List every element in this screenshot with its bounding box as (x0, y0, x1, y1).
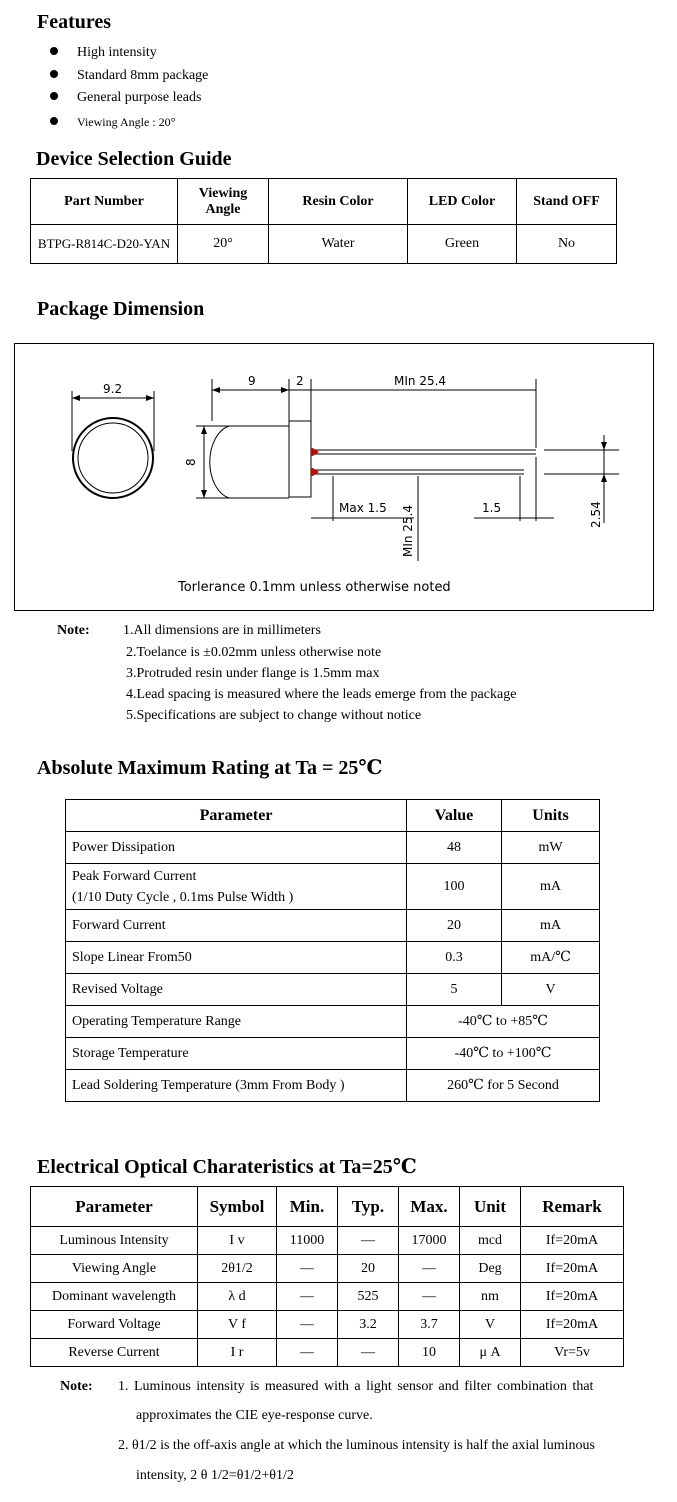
table-cell: 10 (399, 1339, 460, 1367)
table-cell: Viewing Angle (31, 1255, 198, 1283)
dim-label: 2 (296, 374, 304, 388)
table-cell: If=20mA (521, 1283, 624, 1311)
table-row (66, 910, 600, 942)
table-cell: — (338, 1339, 399, 1367)
note-label: Note: (60, 1379, 93, 1394)
feature-item: High intensity (50, 44, 157, 62)
bullet-icon (50, 117, 58, 125)
table-cell: 20° (178, 225, 269, 264)
bullet-icon (50, 70, 58, 78)
table-cell: — (399, 1255, 460, 1283)
col-header: Remark (521, 1187, 624, 1227)
table-cell: -40℃ to +85℃ (407, 1006, 600, 1038)
note-item: 5.Specifications are subject to change without notice (126, 708, 422, 723)
eo-title: Electrical Optical Charateristics at Ta=25℃ (37, 1156, 417, 1178)
table-row (66, 942, 600, 974)
table-cell: V (460, 1311, 521, 1339)
table-row (31, 1227, 624, 1255)
col-header: Viewing Angle (178, 179, 269, 225)
table-cell: 260℃ for 5 Second (407, 1070, 600, 1102)
table-row (31, 1255, 624, 1283)
dim-label: 2.54 (589, 501, 603, 528)
table-cell: BTPG-R814C-D20-YAN (31, 225, 178, 264)
table-cell: V f (198, 1311, 277, 1339)
table-cell: Lead Soldering Temperature (3mm From Body ) (66, 1070, 407, 1102)
note-label: Note: (57, 623, 90, 638)
col-header: Parameter (31, 1187, 198, 1227)
table-row (31, 1311, 624, 1339)
package-title: Package Dimension (37, 298, 205, 320)
table-cell: Green (408, 225, 517, 264)
table-cell: Water (269, 225, 408, 264)
table-row (66, 832, 600, 864)
table-cell: μ A (460, 1339, 521, 1367)
note-item: 1. Luminous intensity is measured with a light sensor and filter combination that (118, 1379, 594, 1394)
table-row (31, 1339, 624, 1367)
dim-label: 9 (248, 374, 256, 388)
col-header: Typ. (338, 1187, 399, 1227)
note-item: 2.Toelance is ±0.02mm unless otherwise note (126, 645, 382, 660)
table-cell: Forward Current (66, 910, 407, 942)
selection-table (30, 178, 617, 264)
dim-label: 1.5 (482, 501, 502, 515)
dim-label: 8 (184, 458, 198, 466)
bullet-icon (50, 47, 58, 55)
dim-label: MIn 25.4 (394, 374, 447, 388)
table-cell: Deg (460, 1255, 521, 1283)
table-cell: mA (502, 910, 600, 942)
note-item: approximates the CIE eye-response curve. (136, 1408, 373, 1423)
feature-item: Viewing Angle : 20° (50, 113, 175, 131)
table-cell: 3.2 (338, 1311, 399, 1339)
selection-title: Device Selection Guide (36, 148, 232, 170)
table-row (66, 1038, 600, 1070)
col-header: Resin Color (269, 179, 408, 225)
table-cell: — (277, 1283, 338, 1311)
table-cell: mA/℃ (502, 942, 600, 974)
package-drawing (14, 343, 654, 611)
col-header: Symbol (198, 1187, 277, 1227)
table-cell: — (277, 1311, 338, 1339)
table-cell: Storage Temperature (66, 1038, 407, 1070)
col-header: Parameter (66, 800, 407, 832)
col-header: Part Number (31, 179, 178, 225)
table-cell: 11000 (277, 1227, 338, 1255)
table-row (31, 1283, 624, 1311)
note-item: 3.Protruded resin under flange is 1.5mm max (126, 666, 380, 681)
feature-item: Standard 8mm package (50, 67, 208, 85)
table-cell: Vr=5v (521, 1339, 624, 1367)
table-cell: If=20mA (521, 1255, 624, 1283)
note-item: 4.Lead spacing is measured where the leads emerge from the package (126, 687, 517, 702)
col-header: LED Color (408, 179, 517, 225)
table-cell: mW (502, 832, 600, 864)
dimension-diagram (14, 343, 654, 611)
table-row (66, 1006, 600, 1038)
table-cell: I v (198, 1227, 277, 1255)
table-cell: nm (460, 1283, 521, 1311)
col-header: Min. (277, 1187, 338, 1227)
table-cell: Power Dissipation (66, 832, 407, 864)
table-cell: — (277, 1339, 338, 1367)
table-cell: 3.7 (399, 1311, 460, 1339)
abs-max-title: Absolute Maximum Rating at Ta = 25℃ (37, 757, 383, 779)
table-cell: I r (198, 1339, 277, 1367)
note-item: 1.All dimensions are in millimeters (123, 623, 321, 638)
table-row (66, 1070, 600, 1102)
abs-max-table (65, 799, 600, 1102)
table-cell: mA (502, 864, 600, 910)
col-header: Unit (460, 1187, 521, 1227)
table-cell: -40℃ to +100℃ (407, 1038, 600, 1070)
table-cell: 48 (407, 832, 502, 864)
table-cell: If=20mA (521, 1227, 624, 1255)
col-header: Value (407, 800, 502, 832)
dim-label: MIn 25.4 (401, 504, 415, 557)
table-cell: 0.3 (407, 942, 502, 974)
table-cell: Luminous Intensity (31, 1227, 198, 1255)
table-cell: No (517, 225, 617, 264)
table-cell: 20 (407, 910, 502, 942)
table-cell: — (277, 1255, 338, 1283)
table-cell: Peak Forward Current (1/10 Duty Cycle , 0.1ms Pulse Width ) (66, 864, 407, 910)
note-item: intensity, 2 θ 1/2=θ1/2+θ1/2 (136, 1468, 294, 1483)
table-row (66, 864, 600, 910)
dim-label: Max 1.5 (339, 501, 387, 515)
table-cell: 5 (407, 974, 502, 1006)
table-cell: λ d (198, 1283, 277, 1311)
table-cell: Reverse Current (31, 1339, 198, 1367)
table-cell: 525 (338, 1283, 399, 1311)
table-cell: Revised Voltage (66, 974, 407, 1006)
note-item: 2. θ1/2 is the off-axis angle at which the luminous intensity is half the axial luminous (118, 1438, 595, 1453)
table-cell: 100 (407, 864, 502, 910)
dim-label: 9.2 (103, 382, 123, 396)
table-cell: mcd (460, 1227, 521, 1255)
bullet-icon (50, 92, 58, 100)
table-cell: Slope Linear From50 (66, 942, 407, 974)
table-row (66, 974, 600, 1006)
table-cell: Forward Voltage (31, 1311, 198, 1339)
col-header: Units (502, 800, 600, 832)
eo-table (30, 1186, 624, 1367)
features-title: Features (37, 11, 112, 33)
table-cell: Dominant wavelength (31, 1283, 198, 1311)
tolerance-note: Torlerance 0.1mm unless otherwise noted (178, 580, 451, 595)
col-header: Stand OFF (517, 179, 617, 225)
table-cell: 2θ1/2 (198, 1255, 277, 1283)
feature-item: General purpose leads (50, 89, 201, 107)
table-cell: — (399, 1283, 460, 1311)
table-cell: V (502, 974, 600, 1006)
col-header: Max. (399, 1187, 460, 1227)
table-cell: Operating Temperature Range (66, 1006, 407, 1038)
table-cell: 20 (338, 1255, 399, 1283)
table-cell: If=20mA (521, 1311, 624, 1339)
table-cell: 17000 (399, 1227, 460, 1255)
table-cell: — (338, 1227, 399, 1255)
